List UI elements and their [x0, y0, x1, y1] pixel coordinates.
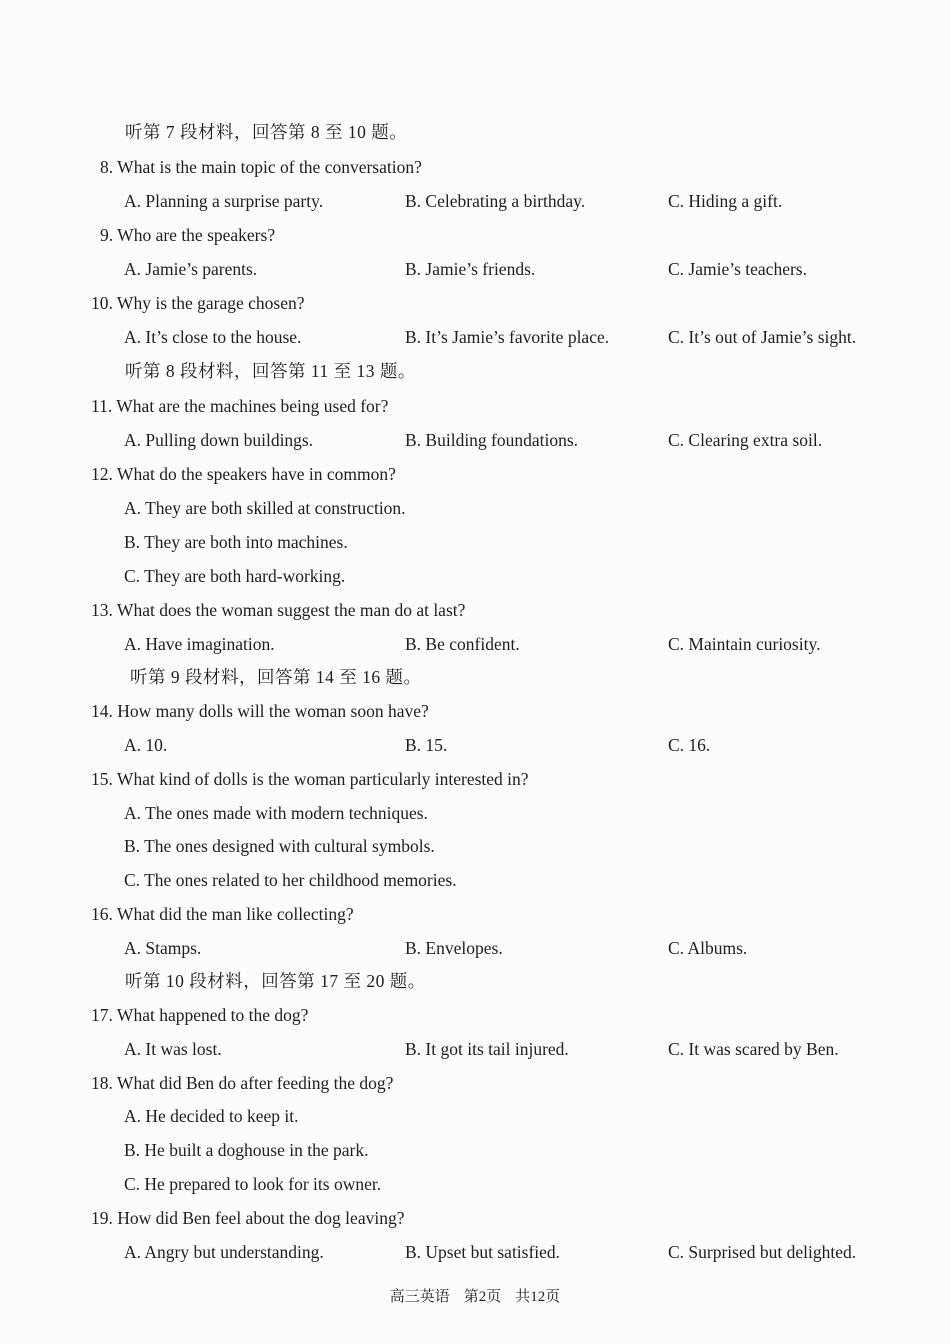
option-c: C. Jamie’s teachers.	[668, 259, 807, 279]
question-18-option-row	[0, 1169, 950, 1199]
option-a: A. Stamps.	[124, 938, 202, 958]
section-8-instruction: 听第 8 段材料，回答第 11 至 13 题。	[125, 361, 416, 381]
option-a: A. Have imagination.	[124, 634, 275, 654]
option-b: B. 15.	[405, 735, 448, 755]
option-b: B. It got its tail injured.	[405, 1039, 569, 1059]
question-stem-row	[0, 595, 950, 625]
question-stem-row	[0, 1000, 950, 1030]
option-b: B. Upset but satisfied.	[405, 1242, 561, 1262]
option-a: A. They are both skilled at construction.	[124, 498, 406, 518]
option-b: B. Celebrating a birthday.	[405, 191, 586, 211]
option-a: A. Angry but understanding.	[124, 1242, 324, 1262]
question-16-options	[0, 933, 950, 963]
option-c: C. 16.	[668, 735, 711, 755]
question-17-options	[0, 1034, 950, 1064]
question-14-options	[0, 730, 950, 760]
option-b: B. It’s Jamie’s favorite place.	[405, 327, 610, 347]
option-a: A. Planning a surprise party.	[124, 191, 324, 211]
question-stem-row	[0, 152, 950, 182]
option-b: B. He built a doghouse in the park.	[124, 1140, 369, 1160]
question-19-options	[0, 1237, 950, 1267]
question-17-stem: 17. What happened to the dog?	[91, 1005, 309, 1025]
question-stem-row	[0, 696, 950, 726]
option-a: A. Pulling down buildings.	[124, 430, 314, 450]
option-c: C. Maintain curiosity.	[668, 634, 821, 654]
option-a: A. He decided to keep it.	[124, 1106, 299, 1126]
option-b: B. Envelopes.	[405, 938, 503, 958]
question-stem-row	[0, 899, 950, 929]
question-12-option-row	[0, 527, 950, 557]
question-16-stem: 16. What did the man like collecting?	[91, 904, 354, 924]
question-13-stem: 13. What does the woman suggest the man do at last?	[91, 600, 466, 620]
option-b: B. Jamie’s friends.	[405, 259, 536, 279]
question-15-option-row	[0, 865, 950, 895]
section-9-instruction: 听第 9 段材料，回答第 14 至 16 题。	[130, 667, 422, 687]
section-heading	[0, 117, 950, 147]
option-c: C. Hiding a gift.	[668, 191, 783, 211]
question-stem-row	[0, 764, 950, 794]
question-19-stem: 19. How did Ben feel about the dog leaving?	[91, 1208, 405, 1228]
option-b: B. Be confident.	[405, 634, 520, 654]
option-c: C. Surprised but delighted.	[668, 1242, 857, 1262]
question-10-stem: 10. Why is the garage chosen?	[91, 293, 305, 313]
section-heading	[0, 662, 950, 692]
option-c: C. The ones related to her childhood memories.	[124, 870, 457, 890]
question-11-stem: 11. What are the machines being used for?	[91, 396, 389, 416]
question-12-option-row	[0, 493, 950, 523]
page-footer	[0, 1283, 950, 1311]
section-7-instruction: 听第 7 段材料，回答第 8 至 10 题。	[125, 122, 408, 142]
option-c: C. It was scared by Ben.	[668, 1039, 839, 1059]
question-stem-row	[0, 1203, 950, 1233]
section-10-instruction: 听第 10 段材料，回答第 17 至 20 题。	[125, 971, 426, 991]
option-b: B. The ones designed with cultural symbols.	[124, 836, 435, 856]
footer-total-pages: 共12页	[515, 1289, 561, 1305]
question-12-option-row	[0, 561, 950, 591]
option-c: C. Clearing extra soil.	[668, 430, 823, 450]
option-a: A. The ones made with modern techniques.	[124, 803, 428, 823]
question-14-stem: 14. How many dolls will the woman soon have?	[91, 701, 429, 721]
section-heading	[0, 966, 950, 996]
option-a: A. Jamie’s parents.	[124, 259, 258, 279]
question-stem-row	[0, 288, 950, 318]
question-10-options	[0, 322, 950, 352]
question-13-options	[0, 629, 950, 659]
footer-page-number: 第2页	[463, 1289, 502, 1305]
option-c: C. It’s out of Jamie’s sight.	[668, 327, 857, 347]
question-15-option-row	[0, 798, 950, 828]
option-b: B. They are both into machines.	[124, 532, 348, 552]
option-b: B. Building foundations.	[405, 430, 579, 450]
question-8-stem: 8. What is the main topic of the conversation?	[100, 157, 422, 177]
question-stem-row	[0, 459, 950, 489]
section-heading	[0, 356, 950, 386]
question-18-stem: 18. What did Ben do after feeding the dog?	[91, 1073, 394, 1093]
option-c: C. They are both hard-working.	[124, 566, 346, 586]
question-8-options	[0, 186, 950, 216]
question-18-option-row	[0, 1135, 950, 1165]
question-12-stem: 12. What do the speakers have in common?	[91, 464, 396, 484]
question-15-stem: 15. What kind of dolls is the woman particularly interested in?	[91, 769, 529, 789]
option-a: A. It’s close to the house.	[124, 327, 302, 347]
option-c: C. He prepared to look for its owner.	[124, 1174, 382, 1194]
question-11-options	[0, 425, 950, 455]
question-stem-row	[0, 391, 950, 421]
question-stem-row	[0, 1068, 950, 1098]
option-c: C. Albums.	[668, 938, 748, 958]
question-9-options	[0, 254, 950, 284]
question-9-stem: 9. Who are the speakers?	[100, 225, 276, 245]
question-15-option-row	[0, 831, 950, 861]
question-stem-row	[0, 220, 950, 250]
question-18-option-row	[0, 1101, 950, 1131]
footer-subject: 高三英语	[389, 1289, 450, 1305]
option-a: A. It was lost.	[124, 1039, 222, 1059]
option-a: A. 10.	[124, 735, 168, 755]
